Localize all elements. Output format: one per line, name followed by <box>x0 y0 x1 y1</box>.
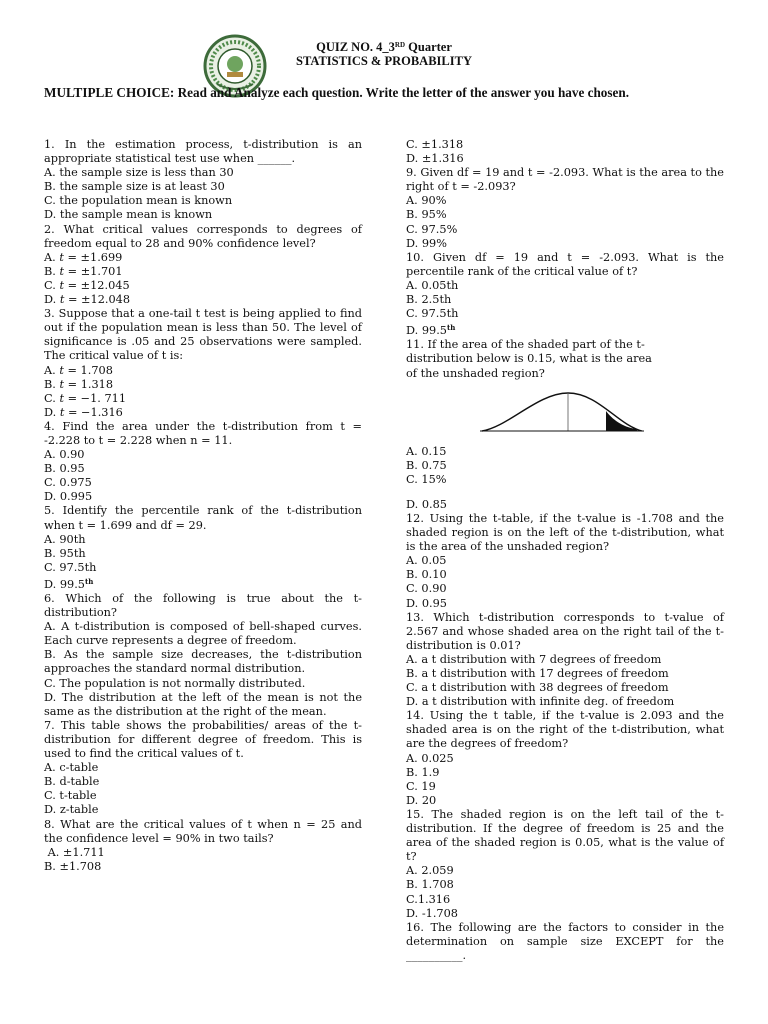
question-7: 7. This table shows the probabilities/ areas of the t-distribution for different degree of freedom. This is used to find the critical values of t. <box>44 718 362 761</box>
option: D. The distribution at the left of the mean is not the same as the distribution at the right of the mean. <box>44 690 362 718</box>
option: C. 0.90 <box>406 582 447 596</box>
question-10: 10. Given df = 19 and t = -2.093. What is the percentile rank of the critical value of t? <box>406 250 724 278</box>
option: B. 95% <box>406 208 447 222</box>
option: D. 99.5th <box>406 323 456 338</box>
option: B. t = ±1.701 <box>44 264 123 278</box>
option: B. the sample size is at least 30 <box>44 180 225 194</box>
option: D. t = −1.316 <box>44 405 123 419</box>
question-15: 15. The shaded region is on the left tail of the t-distribution. If the degree of freedom is 25 and the area of the shaded region is 0.05, what is the value of t? <box>406 807 724 864</box>
option: A. 0.025 <box>406 751 454 765</box>
question-13: 13. Which t-distribution corresponds to t-value of 2.567 and whose shaded area on the right tail of the t-distribution is 0.01? <box>406 610 724 652</box>
option: B. 2.5th <box>406 293 452 307</box>
quiz-subtitle: STATISTICS & PROBABILITY <box>296 54 472 68</box>
option: C. 15% <box>406 472 447 486</box>
option: D. 0.95 <box>406 596 447 610</box>
option: A. a t distribution with 7 degrees of freedom <box>406 652 662 666</box>
option: A. 2.059 <box>406 864 454 878</box>
question-3: 3. Suppose that a one-tail t test is being applied to find out if the population mean is less than 50. The level of significance is .05 and 25 observations were sampled. The critical value of t is: <box>44 307 362 363</box>
option: C. 97.5th <box>406 307 459 321</box>
option: A. ±1.711 <box>44 845 105 859</box>
option: B. 1.708 <box>406 878 454 892</box>
question-1: 1. In the estimation process, t-distribution is an appropriate statistical test use when ______. <box>44 138 362 166</box>
option: B. 1.9 <box>406 765 440 779</box>
option: C. t = ±12.045 <box>44 278 130 292</box>
option: B. 0.95 <box>44 462 85 476</box>
question-2: 2. What critical values corresponds to degrees of freedom equal to 28 and 90% confidence level? <box>44 222 362 250</box>
option: C. t-table <box>44 789 97 803</box>
option: D. -1.708 <box>406 906 458 920</box>
option: C. The population is not normally distributed. <box>44 676 306 690</box>
quiz-title: QUIZ NO. 4_3RD Quarter <box>316 40 452 54</box>
option: C. 97.5% <box>406 222 458 236</box>
option: B. ±1.708 <box>44 859 102 873</box>
option: D. a t distribution with infinite deg. of freedom <box>406 695 675 709</box>
option: B. 95th <box>44 546 86 560</box>
question-9: 9. Given df = 19 and t = -2.093. What is the area to the right of t = -2.093? <box>406 166 724 194</box>
option: C. 19 <box>406 779 436 793</box>
option: D. t = ±12.048 <box>44 293 131 307</box>
option: D. 99% <box>406 236 447 250</box>
option: A. 0.05 <box>406 554 447 568</box>
option: A. A t-distribution is composed of bell-shaped curves. Each curve represents a degree of freedom. <box>44 620 362 648</box>
option: B. d-table <box>44 775 100 789</box>
question-6: 6. Which of the following is true about the t-distribution? <box>44 592 362 620</box>
option: C. ±1.318 <box>406 138 464 151</box>
question-16: 16. The following are the factors to consider in the determination on sample size EXCEPT for the __________. <box>406 920 724 962</box>
option: C. 97.5th <box>44 560 97 574</box>
option: A. t = 1.708 <box>44 363 113 377</box>
option: D. ±1.316 <box>406 152 464 166</box>
question-8: 8. What are the critical values of t when n = 25 and the confidence level = 90% in two tails? <box>44 817 362 845</box>
option: A. 90% <box>406 194 447 208</box>
option: D. 0.995 <box>44 490 93 504</box>
option: C. a t distribution with 38 degrees of freedom <box>406 681 669 695</box>
left-column <box>44 138 362 874</box>
option: B. t = 1.318 <box>44 377 114 391</box>
instructions: MULTIPLE CHOICE: Read and Analyze each question. Write the letter of the answer you have chosen. <box>44 85 630 100</box>
option: C.1.316 <box>406 892 451 906</box>
option: C. the population mean is known <box>44 194 233 208</box>
option: B. a t distribution with 17 degrees of freedom <box>406 667 669 680</box>
question-14: 14. Using the t table, if the t-value is 2.093 and the shaded area is on the right of the t-distribution, what are the degrees of freedom? <box>406 709 724 751</box>
option: A. 90th <box>44 532 86 546</box>
option: B. As the sample size decreases, the t-distribution approaches the standard normal distribution. <box>44 648 362 676</box>
option: D. the sample mean is known <box>44 208 213 222</box>
option: D. z-table <box>44 803 99 817</box>
option: D. 20 <box>406 793 437 807</box>
question-11: 11. If the area of the shaded part of the t- distribution below is 0.15, what is the area of the unshaded region? <box>406 338 652 380</box>
option: D. 99.5th <box>44 576 94 591</box>
option: A. the sample size is less than 30 <box>44 166 234 180</box>
option: A. 0.90 <box>44 448 85 462</box>
option: C. t = −1. 711 <box>44 391 127 405</box>
option: A. 0.05th <box>406 278 459 292</box>
option: B. 0.10 <box>406 568 447 582</box>
question-5: 5. Identify the percentile rank of the t-distribution when t = 1.699 and df = 29. <box>44 504 362 532</box>
option: A. 0.15 <box>406 444 447 458</box>
right-column <box>406 138 724 963</box>
option: A. c-table <box>44 761 99 775</box>
option: D. 0.85 <box>406 497 447 511</box>
question-4: 4. Find the area under the t-distribution from t = -2.228 to t = 2.228 when n = 11. <box>44 419 362 447</box>
question-12: 12. Using the t-table, if the t-value is -1.708 and the shaded region is on the left of the t-distribution, what is the area of the unshaded region? <box>406 511 724 554</box>
option: C. 0.975 <box>44 476 92 490</box>
option: A. t = ±1.699 <box>44 250 123 264</box>
option: B. 0.75 <box>406 458 447 472</box>
t-distribution-curve-figure <box>478 389 648 439</box>
